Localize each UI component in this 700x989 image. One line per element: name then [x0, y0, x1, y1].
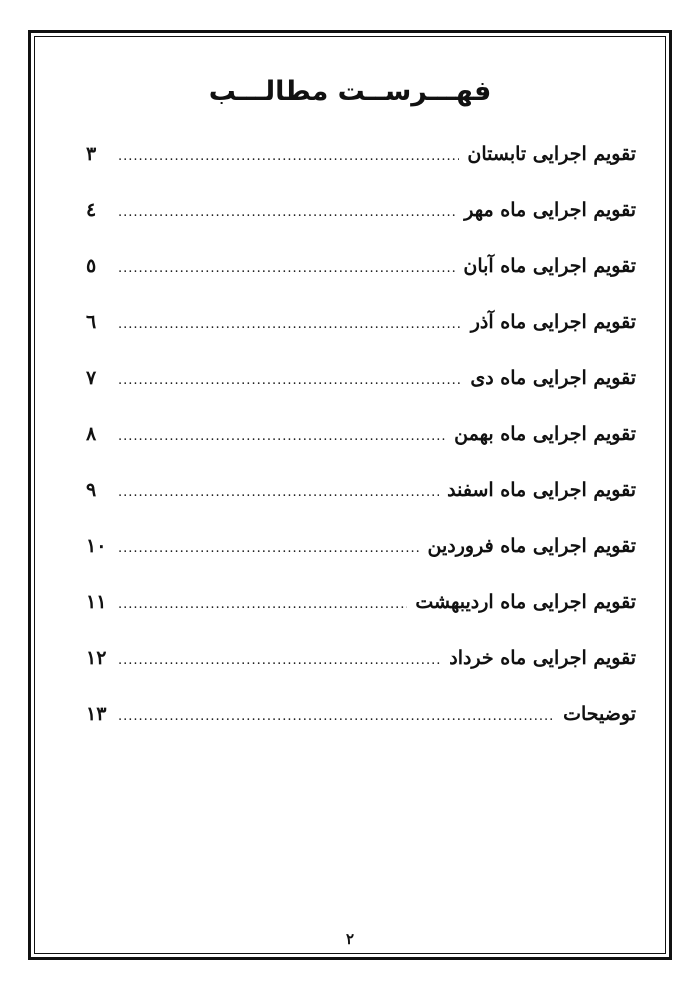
dot-leader	[118, 645, 441, 677]
dot-leader	[118, 365, 462, 397]
toc-entry-page: ۱۰	[86, 535, 107, 557]
dot-leader	[118, 701, 555, 733]
dot-leader	[118, 309, 463, 341]
toc-entry-azar[interactable]	[86, 306, 636, 362]
dot-leader	[118, 421, 446, 453]
toc-entry-title: تقویم اجرایی ماه بهمن	[454, 423, 636, 445]
toc-entry-page: ٦	[86, 311, 97, 333]
page-title: فهـــرســت مطالـــب	[208, 76, 492, 107]
toc-entry-title: توضیحات	[563, 703, 636, 725]
dot-leader	[118, 533, 420, 565]
page-number: ۲	[345, 930, 355, 948]
toc-entry-title: تقویم اجرایی تابستان	[467, 143, 636, 165]
toc-entry-title: تقویم اجرایی ماه آذر	[470, 311, 636, 333]
toc-entry-notes[interactable]	[86, 698, 636, 754]
toc-entry-khordad[interactable]	[86, 642, 636, 698]
toc-entry-title: تقویم اجرایی ماه دی	[470, 367, 636, 389]
toc-entry-page: ٤	[86, 199, 97, 221]
toc-entry-title: تقویم اجرایی ماه فروردین	[427, 535, 636, 557]
toc-entry-page: ۸	[86, 423, 97, 445]
toc-entry-aban[interactable]	[86, 250, 636, 306]
toc-entry-mehr[interactable]	[86, 194, 636, 250]
toc-entry-ordibehesht[interactable]	[86, 586, 636, 642]
toc-entry-title: تقویم اجرایی ماه آبان	[463, 255, 636, 277]
dot-leader	[118, 197, 456, 229]
dot-leader	[118, 589, 407, 621]
toc-entry-page: ۱۱	[86, 591, 107, 613]
toc-entry-page: ٥	[86, 255, 97, 277]
dot-leader	[118, 141, 459, 173]
dot-leader	[118, 253, 455, 285]
toc-entry-dey[interactable]	[86, 362, 636, 418]
dot-leader	[118, 477, 439, 509]
toc-entry-page: ۱۳	[86, 703, 107, 725]
toc-entry-esfand[interactable]	[86, 474, 636, 530]
table-of-contents	[86, 138, 636, 754]
toc-entry-page: ۱۲	[86, 647, 107, 669]
toc-entry-page: ۹	[86, 479, 97, 501]
toc-entry-summer[interactable]	[86, 138, 636, 194]
toc-entry-page: ۳	[86, 143, 97, 165]
toc-entry-title: تقویم اجرایی ماه اسفند	[447, 479, 636, 501]
toc-entry-title: تقویم اجرایی ماه خرداد	[449, 647, 636, 669]
toc-entry-bahman[interactable]	[86, 418, 636, 474]
toc-entry-title: تقویم اجرایی ماه مهر	[464, 199, 636, 221]
toc-entry-page: ۷	[86, 367, 97, 389]
toc-entry-title: تقویم اجرایی ماه اردیبهشت	[415, 591, 636, 613]
toc-entry-farvardin[interactable]	[86, 530, 636, 586]
